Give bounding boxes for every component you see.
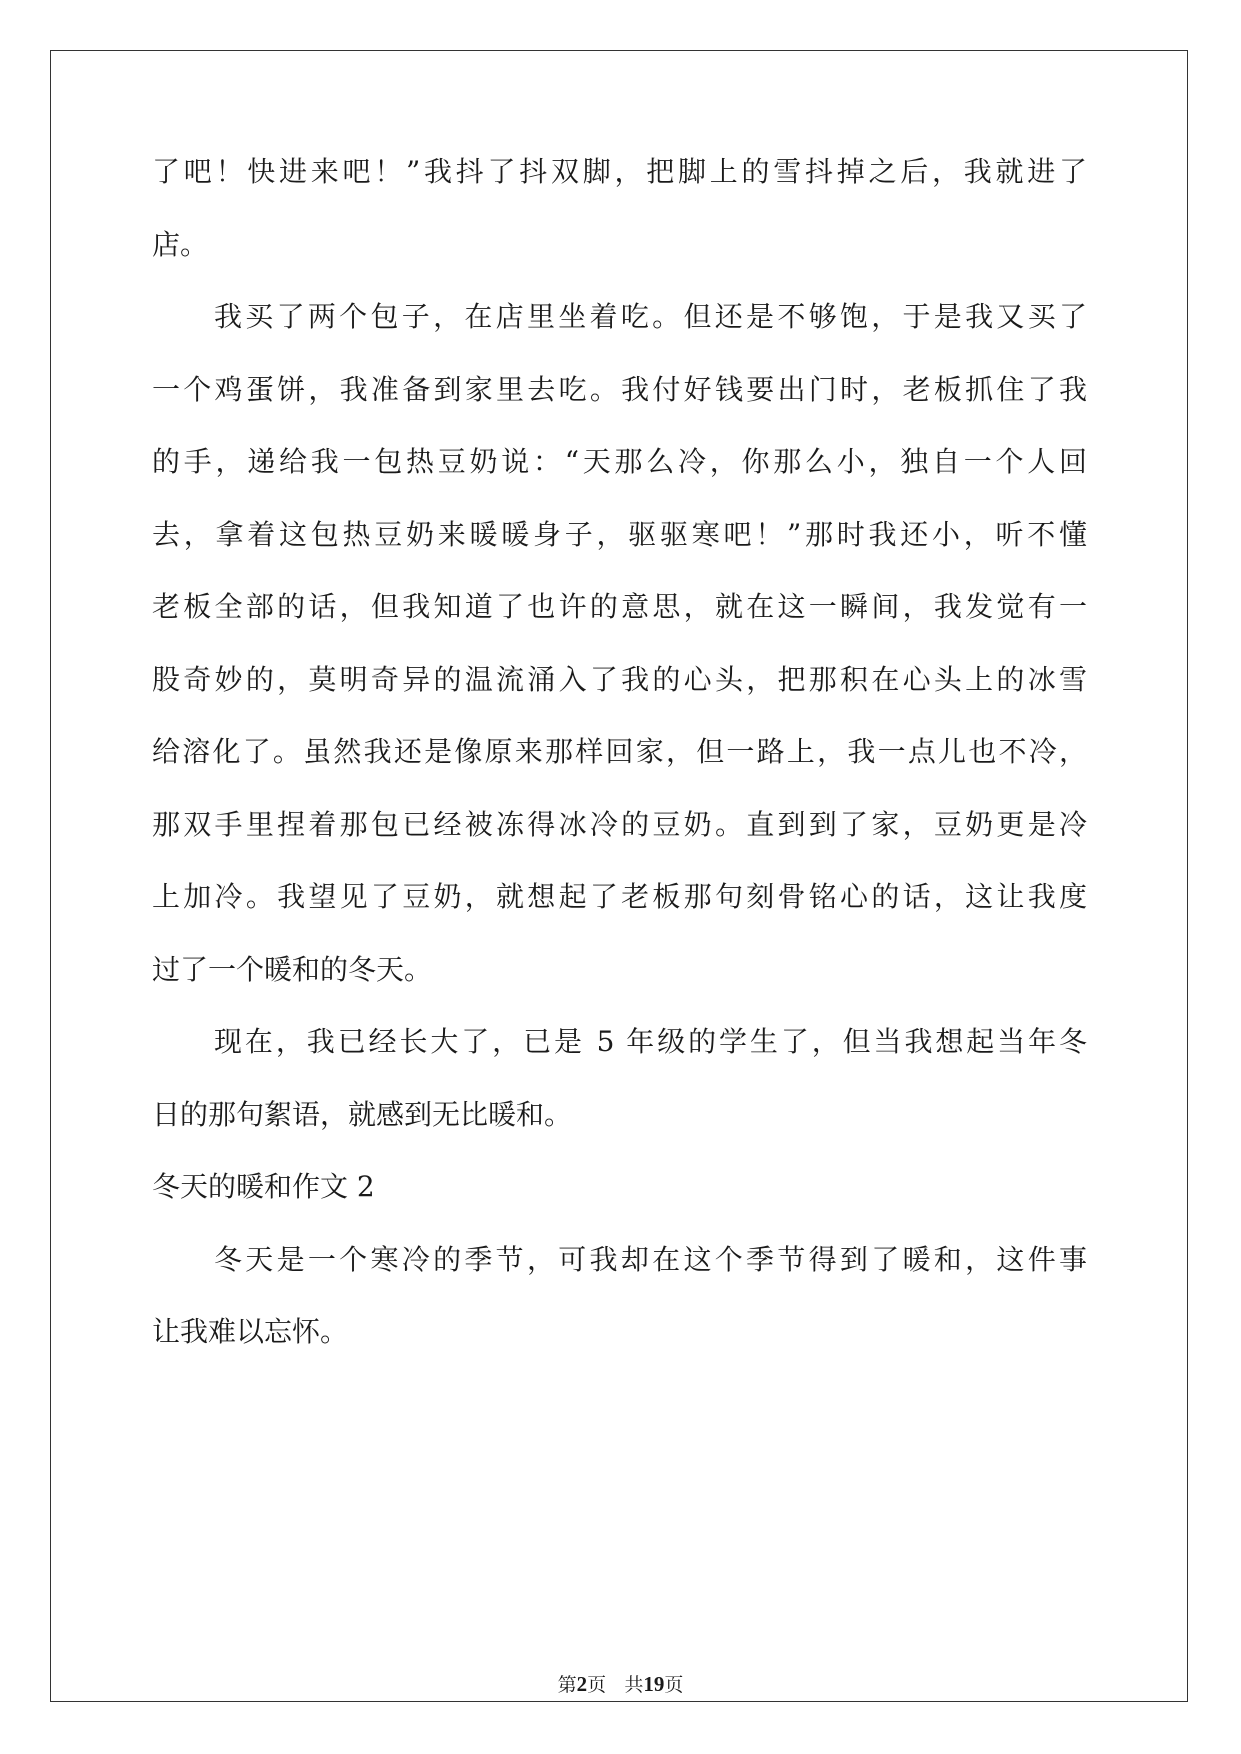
page-footer — [0, 1672, 1241, 1697]
text-line-7: 老板全部的话，但我知道了也许的意思，就在这一瞬间，我发觉有一 — [152, 590, 1087, 623]
text-line-5: 的手，递给我一包热豆奶说：“天那么冷，你那么小，独自一个人回 — [152, 445, 1087, 478]
text-line-14: 日的那句絮语，就感到无比暖和。 — [152, 1097, 573, 1131]
text-line-10: 那双手里捏着那包已经被冻得冰冷的豆奶。直到到了家，豆奶更是冷 — [152, 807, 1087, 841]
text-line-3: 我买了两个包子，在店里坐着吃。但还是不够饱，于是我又买了 — [214, 300, 1087, 333]
footer-page-prefix: 第 — [557, 1674, 577, 1696]
text-line-6: 去，拿着这包热豆奶来暖暖身子，驱驱寒吧！”那时我还小，听不懂 — [152, 517, 1087, 551]
text-line-4: 一个鸡蛋饼，我准备到家里去吃。我付好钱要出门时，老板抓住了我 — [152, 372, 1087, 406]
footer-total-suffix: 页 — [664, 1674, 684, 1696]
text-line-17: 让我难以忘怀。 — [152, 1315, 349, 1348]
footer-total-prefix: 共 — [624, 1674, 644, 1696]
text-line-1: 了吧！快进来吧！”我抖了抖双脚，把脚上的雪抖掉之后，我就进了 — [152, 155, 1087, 188]
footer-page-suffix: 页 — [587, 1674, 607, 1696]
section-heading: 冬天的暖和作文 2 — [152, 1170, 375, 1203]
footer-page-number: 2 — [576, 1672, 588, 1696]
text-line-16: 冬天是一个寒冷的季节，可我却在这个季节得到了暖和，这件事 — [214, 1242, 1087, 1276]
text-line-2: 店。 — [152, 227, 209, 261]
footer-total-number: 19 — [643, 1672, 665, 1696]
text-line-8: 股奇妙的，莫明奇异的温流涌入了我的心头，把那积在心头上的冰雪 — [152, 662, 1087, 696]
text-line-9: 给溶化了。虽然我还是像原来那样回家，但一路上，我一点儿也不冷， — [152, 735, 1087, 768]
text-line-13: 现在，我已经长大了，已是 5 年级的学生了，但当我想起当年冬 — [214, 1025, 1087, 1058]
text-line-12: 过了一个暖和的冬天。 — [152, 952, 433, 986]
text-line-11: 上加冷。我望见了豆奶，就想起了老板那句刻骨铭心的话，这让我度 — [152, 880, 1087, 913]
